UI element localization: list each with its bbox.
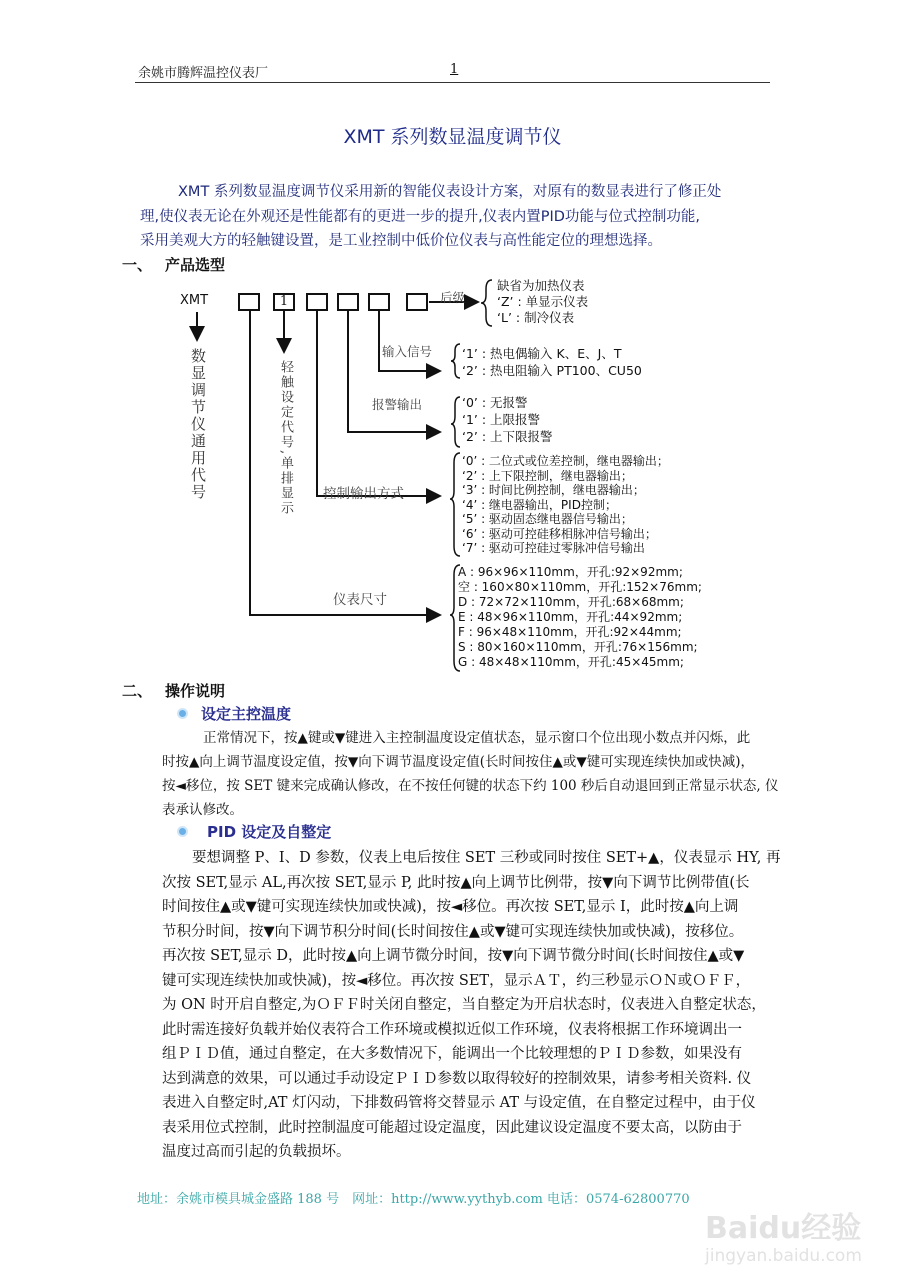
option: ‘2’ : 上下限控制，继电器输出；	[462, 468, 633, 483]
text-line: 为 ON 时开启自整定,为ＯＦＦ时关闭自整定，当自整定为开启状态时，仪表进入自整定状态，	[162, 997, 766, 1013]
suffix-label: 后级	[440, 290, 466, 305]
footer-address: 地址：余姚市模具城金盛路 188 号 网址：	[137, 1192, 392, 1207]
code-box-2: 1	[273, 293, 295, 311]
option: ‘2’ : 热电阻输入 PT100、CU50	[462, 363, 642, 378]
option: A : 96×96×110mm，开孔:92×92mm;	[458, 565, 683, 579]
section2-number: 二、	[122, 682, 153, 700]
section1-number: 一、	[122, 256, 153, 274]
option: E : 48×96×110mm，开孔:44×92mm;	[458, 610, 683, 624]
alarm-options	[462, 394, 553, 445]
option: G : 48×48×110mm，开孔:45×45mm;	[458, 655, 684, 669]
code-box-3	[306, 293, 328, 311]
baidu-watermark	[705, 1212, 862, 1266]
section2-title: 操作说明	[165, 682, 226, 700]
option: ‘6’ : 驱动可控硅移相脉冲信号输出；	[462, 526, 657, 541]
text-line: 再次按 SET,显示 D，此时按▲向上调节微分时间，按▼向下调节微分时间(长时间按住▲或▼	[162, 948, 745, 964]
vertical-label-setting-code: 轻触设定代号,单排显示	[278, 360, 293, 517]
input-label: 输入信号	[382, 344, 433, 359]
footer-url-link[interactable]: http://www.yythyb.com	[391, 1192, 543, 1207]
option: ‘3’ : 时间比例控制，继电器输出；	[462, 483, 645, 497]
alarm-label: 报警输出	[372, 397, 423, 412]
text-line: 温度过高而引起的负载损坏。	[162, 1144, 351, 1160]
option: ‘1’ : 热电偶输入 K、E、J、T	[462, 346, 622, 361]
intro-line: 采用美观大方的轻触键设置，是工业控制中低价位仪表与高性能定位的理想选择。	[140, 233, 662, 249]
intro-line: 理,使仪表无论在外观还是性能都有的更进一步的提升,仪表内置PID功能与位式控制功能,	[140, 209, 701, 225]
text-line: 正常情况下，按▲键或▼键进入主控制温度设定值状态，显示窗口个位出现小数点并闪烁，此	[203, 730, 751, 746]
document-title: XMT 系列数显温度调节仪	[343, 126, 562, 148]
text-line: 时按▲向上调节温度设定值，按▼向下调节温度设定值(长时间按住▲或▼键可实现连续快加或快减)，	[162, 754, 755, 770]
section1-title: 产品选型	[165, 256, 226, 274]
diagram-prefix: XMT	[180, 293, 209, 308]
intro-line: XMT 系列数显温度调节仪采用新的智能仪表设计方案，对原有的数显表进行了修正处	[178, 184, 722, 200]
option: 空 : 160×80×110mm，开孔:152×76mm;	[458, 580, 702, 594]
control-label: 控制输出方式	[323, 486, 404, 502]
size-label: 仪表尺寸	[333, 592, 387, 608]
option: ‘2’ : 上下限报警	[462, 429, 553, 444]
option: F : 96×48×110mm，开孔:92×44mm;	[458, 625, 682, 639]
option: ‘7’ : 驱动可控硅过零脉冲信号输出	[462, 541, 645, 555]
footer	[137, 1188, 690, 1207]
option: ‘L’ : 制冷仪表	[497, 310, 575, 325]
code-box-4	[337, 293, 359, 311]
control-options	[462, 454, 669, 556]
suffix-options	[497, 278, 588, 326]
pid-paragraph	[162, 846, 781, 1165]
option: ‘1’ : 上限报警	[462, 412, 541, 427]
text-line: 达到满意的效果，可以通过手动设定ＰＩＤ参数以取得较好的控制效果，请参考相关资料. 仪	[162, 1070, 752, 1087]
option: ‘5’ : 驱动固态继电器信号输出；	[462, 512, 633, 526]
text-line: 按◄移位，按 SET 键来完成确认修改，在不按任何键的状态下约 100 秒后自动退回到正常显示状态, 仪	[162, 778, 779, 794]
header-company: 余姚市腾辉温控仪表厂	[138, 66, 269, 81]
text-line: 节积分时间，按▼向下调节积分时间(长时间按住▲或▼键可实现连续快加或快减)，按移位。	[162, 923, 744, 940]
text-line: 时间按住▲或▼键可实现连续快加或快减)，按◄移位。再次按 SET,显示 I，此时按▲向上调	[162, 899, 739, 915]
option: 缺省为加热仪表	[497, 278, 585, 293]
text-line: 组ＰＩＤ值，通过自整定，在大多数情况下，能调出一个比较理想的ＰＩＤ参数，如果没有	[162, 1046, 742, 1062]
subsection-title: PID 设定及自整定	[207, 823, 332, 841]
footer-phone: 电话：0574-62800770	[542, 1192, 690, 1207]
size-options	[458, 565, 702, 670]
text-line: 表采用位式控制，此时控制温度可能超过设定温度，因此建议设定温度不要太高，以防由于	[162, 1119, 742, 1136]
input-options	[462, 345, 642, 379]
text-line: 此时需连接好负载并始仪表符合工作环境或模拟近似工作环境，仪表将根据工作环境调出一	[162, 1021, 742, 1038]
option: D : 72×72×110mm，开孔:68×68mm;	[458, 595, 684, 609]
text-line: 要想调整 P、I、D 参数，仪表上电后按住 SET 三秒或同时按住 SET+▲，仪表显示 HY, 再	[192, 850, 781, 866]
text-line: 表进入自整定时,AT 灯闪动，下排数码管将交替显示 AT 与设定值，在自整定过程中，由于仪	[162, 1095, 756, 1111]
code-box-5	[368, 293, 390, 311]
page-number: 1	[450, 62, 459, 77]
code-box-6	[406, 293, 428, 311]
text-line: 次按 SET,显示 AL,再次按 SET,显示 P, 此时按▲向上调节比例带，按▼向下调节比例带值(长	[162, 874, 750, 891]
watermark-site: jingyan.baidu.com	[705, 1246, 862, 1266]
text-line: 键可实现连续快加或快减)，按◄移位。再次按 SET，显示ＡＴ，约三秒显示ＯＮ或ＯＦＦ，	[162, 972, 751, 989]
code-box-1	[238, 293, 260, 311]
watermark-logo: Baidu经验	[705, 1211, 862, 1246]
vertical-label-general-code: 数显调节仪通用代号	[189, 348, 207, 501]
option: ‘0’ : 无报警	[462, 395, 528, 410]
subsection-title: 设定主控温度	[201, 705, 292, 723]
option: ‘0’ : 二位式或位差控制，继电器输出；	[462, 454, 669, 468]
bullet-icon	[177, 826, 188, 837]
option: ‘4’ : 继电器输出，PID控制；	[462, 497, 617, 512]
option: ‘Z’ : 单显示仪表	[497, 294, 589, 309]
text-line: 表承认修改。	[162, 802, 243, 818]
bullet-icon	[177, 708, 188, 719]
option: S : 80×160×110mm，开孔:76×156mm;	[458, 640, 698, 654]
